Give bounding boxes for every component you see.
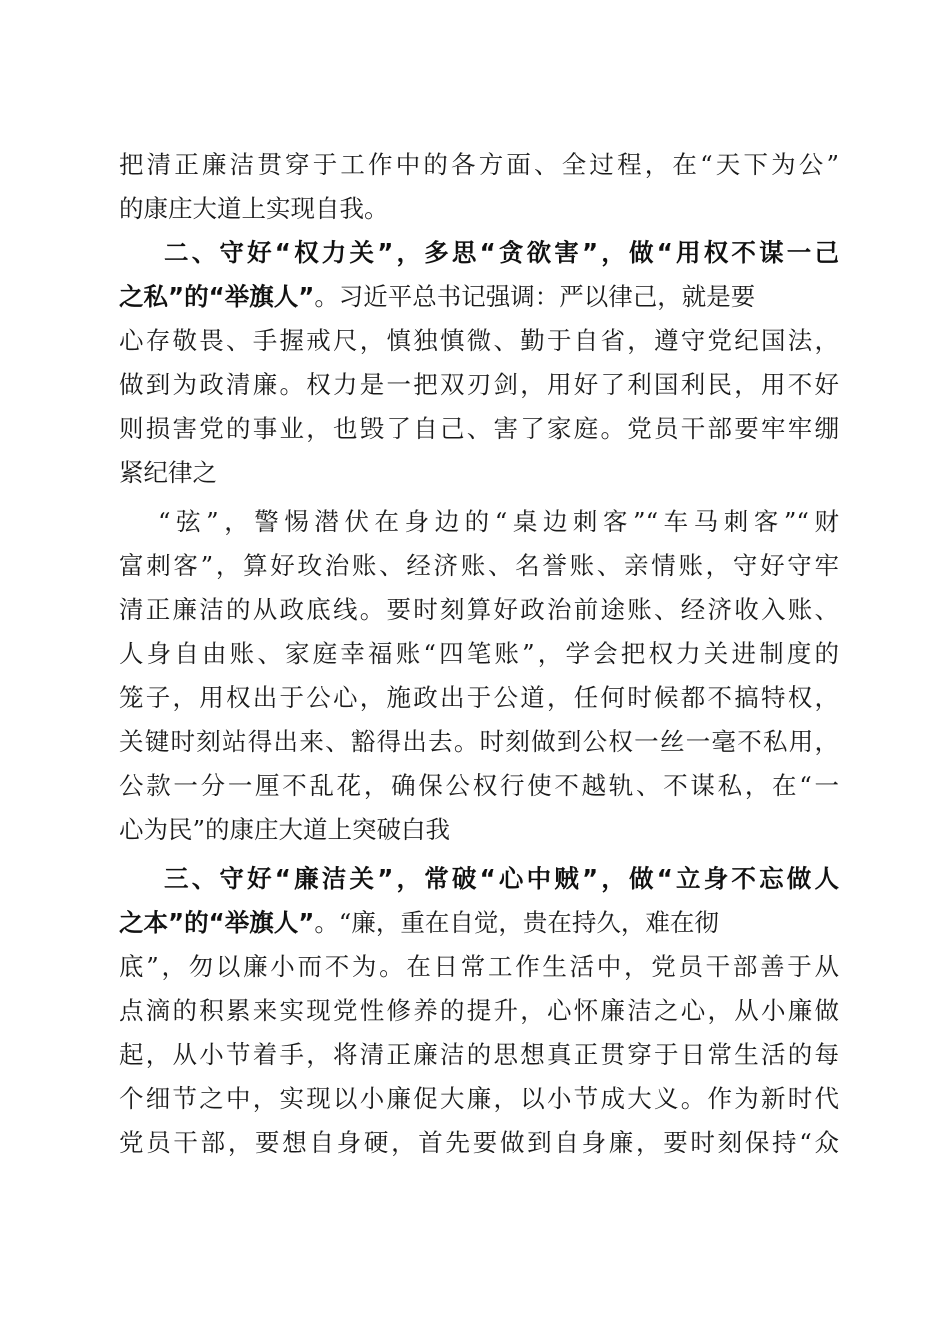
section-2-body-line: 心存敬畏、手握戒尺，慎独慎微、勤于自省，遵守党纪国法， [119, 326, 839, 355]
section-3-body-line: 党员干部，要想自身硬，首先要做到自身廉，要时刻保持“众 [119, 1128, 839, 1157]
section-3-body-line: 底”，勿以廉小而不为。在日常工作生活中，党员干部善于从 [119, 952, 839, 981]
section-2-heading-line-2 [119, 275, 839, 319]
section-3-body-line: 个细节之中，实现以小廉促大廉，以小节成大义。作为新时代 [119, 1084, 839, 1113]
section-3-body-line: 起，从小节着手，将清正廉洁的思想真正贯穿于日常生活的每 [119, 1040, 839, 1069]
section-3-heading-line-2 [119, 901, 839, 945]
section-2-continued-line: 心为民”的康庄大道上突破白我 [119, 815, 451, 844]
section-2-body-line: 则损害党的事业，也毁了自己、害了家庭。党员干部要牢牢绷 [119, 414, 839, 443]
section-2-body-line: 紧纪律之 [119, 458, 217, 487]
section-2-continued-line: 关键时刻站得出来、豁得出去。时刻做到公权一丝一毫不私用， [119, 727, 839, 756]
paragraph-1-line-2: 的康庄大道上实现自我。 [119, 194, 389, 223]
paragraph-1-line-1: 把清正廉洁贯穿于工作中的各方面、全过程，在“天下为公” [119, 150, 839, 179]
section-2-continued-line: 公款一分一厘不乱花，确保公权行使不越轨、不谋私，在“一 [119, 771, 839, 800]
section-3-heading: 三、守好“廉洁关”，常破“心中贼”，做“立身不忘做人 [164, 864, 839, 893]
section-2-continued-line: 人身自由账、家庭幸福账“四笔账”，学会把权力关进制度的 [119, 639, 839, 668]
section-2-heading-rest: 。习近平总书记强调：严以律己，就是要 [314, 282, 756, 311]
section-2-continued-line: 笼子，用权出于公心，施政出于公道，任何时候都不搞特权， [119, 683, 839, 712]
section-3-heading-bold: 之本”的“举旗人” [119, 908, 315, 937]
section-2-continued-line: “弦”，警惕潜伏在身边的“桌边刺客”“车马刺客”“财 [158, 507, 839, 536]
section-3-body-line: 点滴的积累来实现党性修养的提升，心怀廉洁之心，从小廉做 [119, 996, 839, 1025]
section-2-continued-line: 富刺客”，算好玫治账、经济账、名誉账、亲情账，守好守牢 [119, 551, 839, 580]
section-2-heading: 二、守好“权力关”，多思“贪欲害”，做“用权不谋一己 [164, 238, 839, 267]
section-2-heading-bold: 之私”的“举旗人” [119, 282, 315, 311]
section-2-body-line: 做到为政清廉。权力是一把双刃剑，用好了利国利民，用不好 [119, 370, 839, 399]
section-3-heading-rest: 。“廉，重在自觉，贵在持久，难在彻 [314, 908, 719, 937]
section-2-continued-line: 清正廉洁的从政底线。要时刻算好政治前途账、经济收入账、 [119, 595, 839, 624]
